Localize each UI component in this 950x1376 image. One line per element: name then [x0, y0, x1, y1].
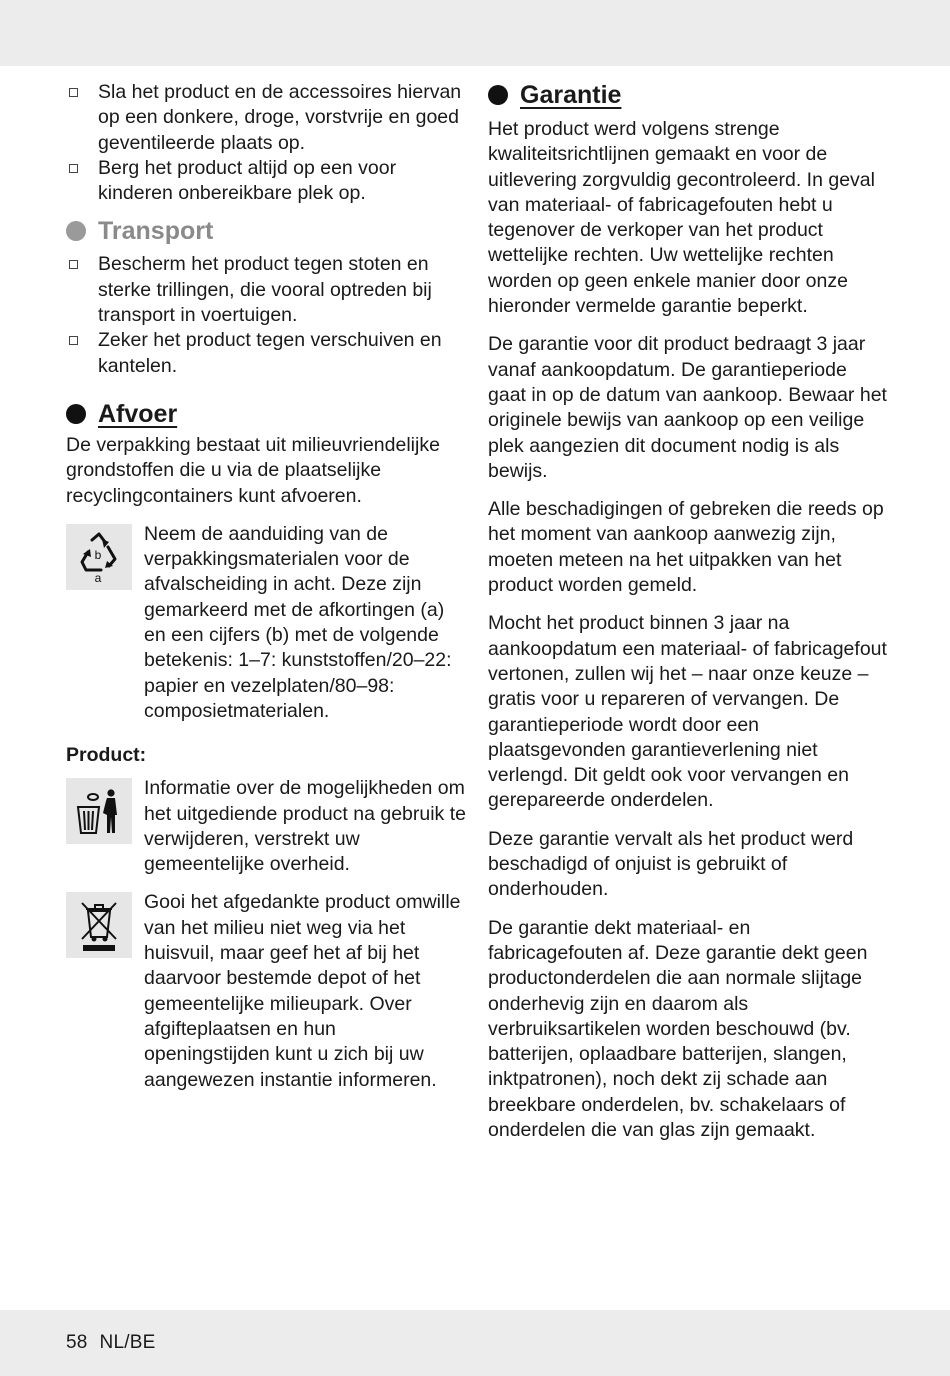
afvoer-heading: Afvoer	[66, 399, 466, 429]
garantie-paragraph: Het product werd volgens strenge kwaliteitsrichtlijnen gemaakt en voor de uitlevering zorgvuldig gecontroleerd. In geval van materiaal- of fabricagefouten hebt u tegenover de verkoper van het product wettelijke rechten. Uw wettelijke rechten worden op geen enkele manier door onze hieronder vermelde garantie beperkt.	[488, 118, 875, 318]
weee-text: Gooi het afgedankte product omwille van het milieu niet weg via het huisvuil, maar geef het af bij het daarvoor bestemde depot of het gemeentelijke milieupark. Over afgifteplaatsen en hun openingstijden kunt u zich bij uw aangewezen instantie informeren.	[144, 891, 461, 1091]
list-item: Zeker het product tegen verschuiven en kantelen.	[66, 328, 466, 379]
checkbox-square-icon	[69, 164, 78, 173]
right-column	[488, 80, 888, 1143]
list-item: Sla het product en de accessoires hiervan op een donkere, droge, vorstvrije en goed geventileerde plaats op.	[66, 80, 466, 156]
transport-list	[66, 252, 466, 378]
weee-block	[66, 890, 466, 1092]
crossed-bin-icon	[66, 892, 132, 958]
garantie-paragraph: Deze garantie vervalt als het product werd beschadigd of onjuist is gebruikt of onderhouden.	[488, 827, 854, 901]
trash-block	[66, 776, 466, 877]
list-item: Bescherm het product tegen stoten en sterke trillingen, die vooral optreden bij transport in voertuigen.	[66, 252, 466, 328]
left-column	[66, 80, 466, 1093]
svg-text:b: b	[94, 547, 102, 562]
garantie-paragraph: Mocht het product binnen 3 jaar na aankoopdatum een materiaal- of fabricagefout vertonen, zullen wij het – naar onze keuze – gratis voor u repareren of vervangen. De garantieperiode wordt door een plaatsgevonden garantieverlening niet verlengd. Dit geldt ook voor vervangen en gerepareerde onderdelen.	[488, 612, 887, 812]
recycling-block	[66, 522, 466, 724]
checkbox-square-icon	[69, 88, 78, 97]
checkbox-square-icon	[69, 336, 78, 345]
list-item: Berg het product altijd op een voor kinderen onbereikbare plek op.	[66, 156, 466, 207]
checkbox-square-icon	[69, 260, 78, 269]
page-number: 58	[66, 1332, 88, 1353]
garantie-paragraph: De garantie voor dit product bedraagt 3 jaar vanaf aankoopdatum. De garantieperiode gaat in op de datum van aankoop. Bewaar het originele bewijs van aankoop op een veilige plek aangezien dit document nodig is als bewijs.	[488, 333, 887, 482]
top-bar	[0, 0, 950, 66]
product-label: Product:	[66, 744, 147, 767]
garantie-paragraph: Alle beschadigingen of gebreken die reeds op het moment van aankoop aanwezig zijn, moeten meteen na het uitpakken van het product worden gemeld.	[488, 498, 884, 597]
locale-label: NL/BE	[99, 1332, 156, 1353]
transport-heading: Transport	[66, 216, 466, 246]
bullet-dot-icon	[66, 221, 86, 241]
trash-text: Informatie over de mogelijkheden om het uitgediende product na gebruik te verwijderen, verstrekt uw gemeentelijke overheid.	[144, 777, 466, 876]
svg-text:a: a	[94, 570, 102, 584]
bullet-dot-icon	[488, 85, 508, 105]
trash-bin-icon	[66, 778, 132, 844]
recycling-text: Neem de aanduiding van de verpakkingsmaterialen voor de afvalscheiding in acht. Deze zijn gemarkeerd met de afkortingen (a) en een cijfers (b) met de volgende betekenis: 1–7: kunststoffen/20–22: papier en vezelplaten/80–98: composietmaterialen.	[144, 522, 452, 722]
afvoer-intro: De verpakking bestaat uit milieuvriendelijke grondstoffen die u via de plaatselijke recyclingcontainers kunt afvoeren.	[66, 433, 440, 507]
garantie-heading: Garantie	[488, 80, 888, 110]
recycling-icon	[66, 524, 132, 590]
bullet-dot-icon	[66, 404, 86, 424]
page-footer	[66, 1332, 167, 1354]
garantie-paragraph: De garantie dekt materiaal- en fabricagefouten af. Deze garantie dekt geen productonderdelen die aan normale slijtage onderhevig zijn en daarom als verbruiksartikelen worden beschouwd (bv. batterijen, oplaadbare batterijen, slangen, inktpatronen), noch dekt zij schade aan breekbare onderdelen, bv. schakelaars of onderdelen die van glas zijn gemaakt.	[488, 916, 868, 1141]
storage-list	[66, 80, 466, 206]
